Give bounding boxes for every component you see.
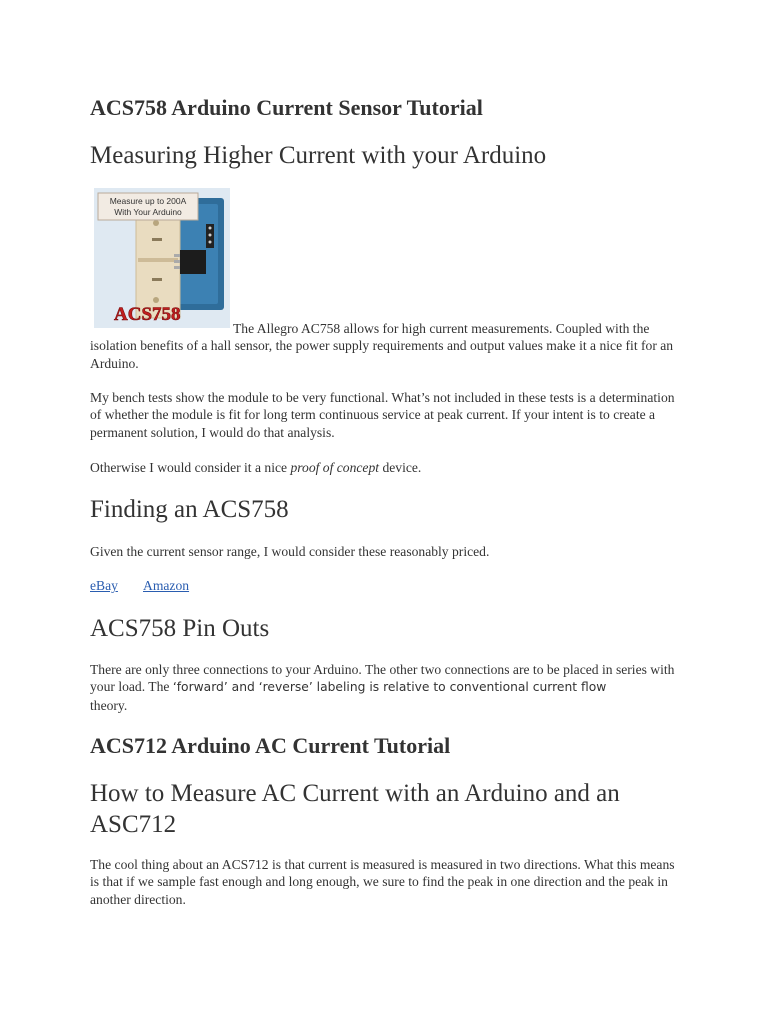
emphasis-proof-of-concept: proof of concept	[290, 460, 380, 475]
heading-pin-outs: ACS758 Pin Outs	[90, 615, 270, 642]
paragraph-proof-of-concept: Otherwise I would consider it a nice proof of concept device.	[90, 460, 422, 475]
heading-acs712-tutorial: ACS712 Arduino AC Current Tutorial	[90, 733, 451, 758]
acs758-board-illustration	[94, 188, 230, 328]
heading-measure-ac-current: How to Measure AC Current with an Arduino and an ASC712	[90, 780, 620, 838]
callout-line2: With Your Arduino	[114, 207, 182, 217]
acs758-logo-text: ACS758	[114, 304, 181, 325]
acs758-module-image	[94, 188, 230, 328]
amazon-link[interactable]: Amazon	[143, 578, 190, 593]
paragraph-pricing: Given the current sensor range, I would consider these reasonably priced.	[90, 544, 490, 559]
paragraph-bench-tests: My bench tests show the module to be very functional. What’s not included in these tests is a determination of whether the module is fit for long term continuous service at peak current. If your intent is to create a permanent solution, I would do that analysis.	[90, 390, 675, 440]
paragraph-acs712-intro: The cool thing about an ACS712 is that current is measured is measured in two directions. What this means is that if we sample fast enough and long enough, we sure to find the peak in one direction and the peak in another direction.	[90, 857, 675, 907]
paragraph-intro: The Allegro AC758 allows for high current measurements. Coupled with the isolation benefits of a hall sensor, the power supply requirements and output values make it a nice fit for an Arduino.	[90, 321, 674, 371]
heading-finding-acs758: Finding an ACS758	[90, 496, 289, 523]
ebay-link[interactable]: eBay	[90, 578, 118, 593]
title-acs758-tutorial: ACS758 Arduino Current Sensor Tutorial	[90, 95, 483, 120]
paragraph-pin-outs: There are only three connections to your Arduino. The other two connections are to be placed in series with your load. The ‘forward’ and ‘reverse’ labeling is relative to conventional current flow theory.	[90, 662, 675, 713]
subtitle-measuring-higher-current: Measuring Higher Current with your Arduino	[90, 142, 547, 169]
callout-line1: Measure up to 200A	[109, 196, 187, 206]
